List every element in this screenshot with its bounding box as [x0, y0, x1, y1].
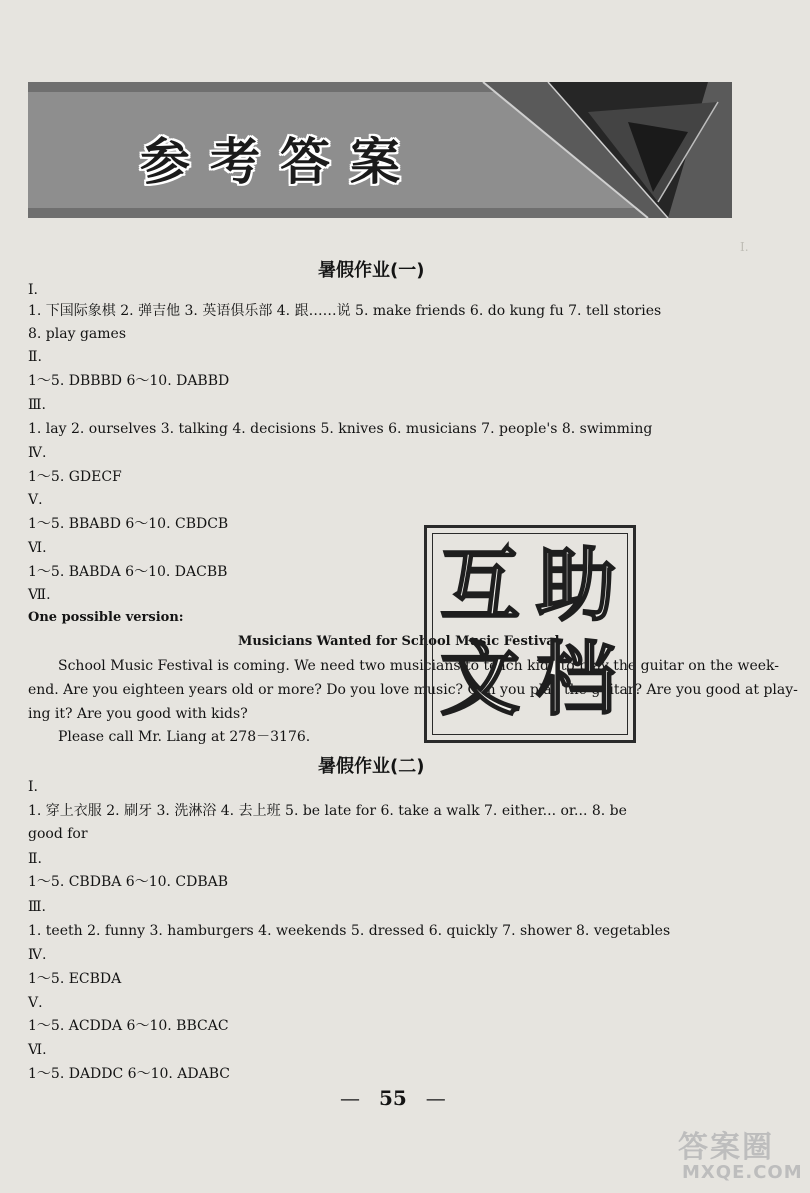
essay-line: Please call Mr. Liang at 278－3176.	[58, 729, 311, 745]
s1-line: Ⅱ.	[28, 349, 42, 365]
s2-line: Ⅳ.	[28, 947, 47, 963]
essay-line: end. Are you eighteen years old or more? Do you love music? Can you play the guitar? Are you good at play-	[28, 682, 798, 698]
s2-line: Ⅲ.	[28, 899, 46, 915]
s1-line: 1. lay 2. ourselves 3. talking 4. decisions 5. knives 6. musicians 7. people's 8. swimming	[28, 421, 653, 437]
bleed-through: I.	[740, 240, 749, 254]
s1-line: 1. 下国际象棋 2. 弹吉他 3. 英语俱乐部 4. 跟……说 5. make friends 6. do kung fu 7. tell stories	[28, 303, 662, 319]
watermark-logo	[672, 1122, 802, 1188]
s2-line: 1～5. ECBDA	[28, 971, 122, 987]
stamp-char: 助	[536, 539, 616, 632]
s2-line: 1～5. DADDC 6～10. ADABC	[28, 1066, 230, 1082]
s1-line: Ⅰ.	[28, 282, 38, 298]
essay-line: School Music Festival is coming. We need two musicians to teach kids to play the guitar on the week-	[58, 658, 780, 674]
essay-title: Musicians Wanted for School Music Festival	[238, 634, 560, 649]
page-number	[340, 1086, 446, 1110]
stamp-char: 互	[440, 539, 520, 632]
s2-line: 1. teeth 2. funny 3. hamburgers 4. weekends 5. dressed 6. quickly 7. shower 8. vegetables	[28, 923, 671, 939]
s2-line: good for	[28, 826, 88, 842]
s1-line: Ⅵ.	[28, 540, 47, 556]
s1-line: 1～5. BBABD 6～10. CBDCB	[28, 516, 229, 532]
possible-version-label: One possible version:	[28, 610, 184, 625]
stamp-char: 文	[440, 633, 520, 726]
s1-line: 1～5. DBBBD 6～10. DABBD	[28, 373, 230, 389]
essay-line: ing it? Are you good with kids?	[28, 706, 248, 722]
s2-line: 1～5. CBDBA 6～10. CDBAB	[28, 874, 229, 890]
page-dash-right: —	[425, 1086, 446, 1110]
watermark-text: 答案圈	[678, 1130, 774, 1165]
section-title-1: 暑假作业(一)	[318, 260, 425, 281]
seal-stamp	[424, 525, 636, 743]
s2-line: Ⅴ.	[28, 995, 43, 1011]
s1-line: 1～5. GDECF	[28, 469, 122, 485]
s1-line: Ⅲ.	[28, 397, 46, 413]
banner-title: 参考答案	[140, 133, 420, 191]
section-title-2: 暑假作业(二)	[318, 756, 425, 777]
watermark-url: MXQE.COM	[682, 1162, 803, 1183]
stamp-char: 档	[536, 633, 616, 726]
s1-line: Ⅳ.	[28, 445, 47, 461]
s1-line: 1～5. BABDA 6～10. DACBB	[28, 564, 228, 580]
s1-line: 8. play games	[28, 326, 127, 342]
page-dash-left: —	[340, 1086, 360, 1110]
s1-line: Ⅴ.	[28, 492, 43, 508]
s2-line: 1～5. ACDDA 6～10. BBCAC	[28, 1018, 229, 1034]
s2-line: Ⅵ.	[28, 1042, 47, 1058]
s2-line: Ⅱ.	[28, 851, 42, 867]
s2-line: Ⅰ.	[28, 779, 38, 795]
page-number-value: 55	[378, 1086, 407, 1110]
s2-line: 1. 穿上衣服 2. 刷牙 3. 洗淋浴 4. 去上班 5. be late for 6. take a walk 7. either... or... 8. be	[28, 803, 627, 819]
s1-line: Ⅶ.	[28, 587, 51, 603]
